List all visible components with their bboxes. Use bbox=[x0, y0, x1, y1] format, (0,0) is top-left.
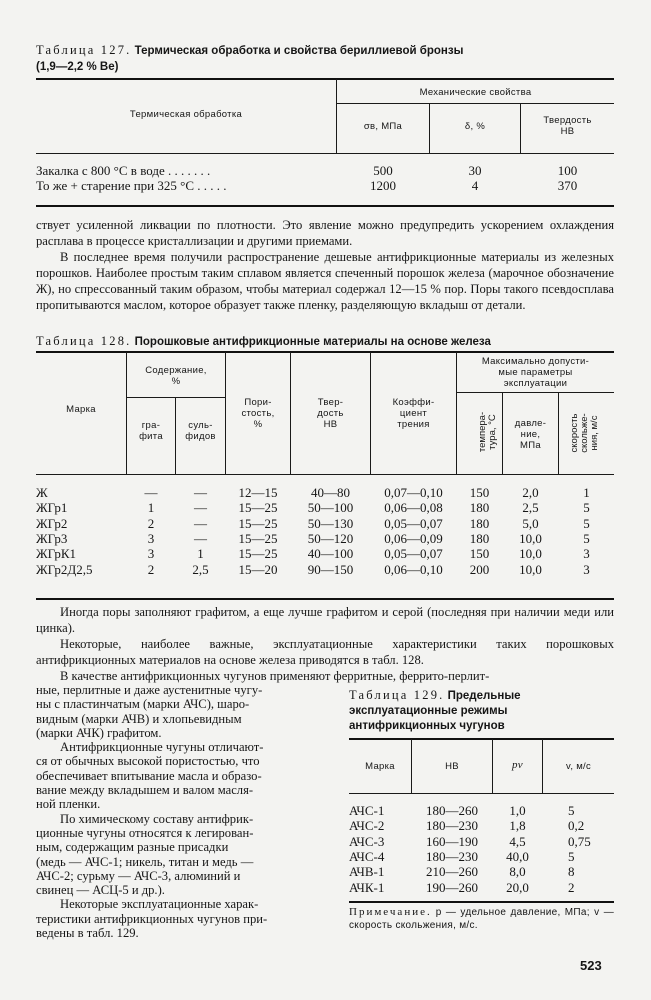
table129-cell-mark: АЧС-4 bbox=[349, 848, 385, 864]
table129-note: Примечание. p — удельное давление, МПа; v — скорость скольжения, м/с. bbox=[349, 906, 615, 931]
table129-cell-v: 5 bbox=[568, 803, 575, 818]
table128-head-pressure: давле- ние, МПа bbox=[514, 418, 547, 451]
table128-cell-mark: ЖГр2Д2,5 bbox=[36, 561, 93, 577]
table128-cell-friction: 0,06—0,10 bbox=[384, 561, 443, 577]
table128-top-rule bbox=[36, 351, 614, 353]
table128-bottom-rule bbox=[36, 598, 614, 600]
table128-head-mark: Марка bbox=[66, 404, 96, 415]
table129-cell-pv: 20,0 bbox=[506, 879, 529, 895]
left-column-line: Антифрикционные чугуны отличают- bbox=[60, 740, 264, 755]
left-column-line: Некоторые эксплуатационные харак- bbox=[60, 897, 259, 912]
table128-cell-mark: ЖГр2 bbox=[36, 515, 68, 531]
table127-top-rule bbox=[36, 78, 614, 80]
left-column-line: ны с пластинчатым (марки АЧС), шаро- bbox=[36, 697, 250, 712]
table127-head-rule bbox=[337, 103, 614, 104]
table129-cell-mark: АЧС-1 bbox=[349, 803, 385, 818]
table128-cell-sulfide: — bbox=[194, 515, 207, 531]
table129-cell-v: 5 bbox=[568, 848, 575, 864]
left-column-line: По химическому составу антифрик- bbox=[60, 811, 254, 826]
table128-cell-friction: 0,06—0,08 bbox=[384, 500, 443, 516]
table129-bottom-rule bbox=[349, 901, 614, 903]
table128-cell-hb: 90—150 bbox=[307, 561, 354, 577]
table128-cell-speed: 3 bbox=[583, 561, 590, 577]
table128-cell-speed: 1 bbox=[583, 485, 590, 500]
table128-cell-friction: 0,05—0,07 bbox=[384, 515, 443, 531]
table128-cell-graphite: 2 bbox=[147, 515, 155, 531]
table128-head-bottom-rule bbox=[36, 474, 614, 475]
left-column-line: свинец — АСЦ-5 и др.). bbox=[36, 883, 165, 898]
table128-head-hardness: Твер- дость НВ bbox=[317, 397, 344, 430]
left-column-line: АЧС-2; сурьму — АЧС-3, алюминий и bbox=[36, 868, 241, 883]
table129-cell-v: 8 bbox=[568, 864, 575, 880]
table128-cell-sulfide: — bbox=[194, 500, 207, 516]
table129-cell-mark: АЧК-1 bbox=[349, 879, 385, 895]
table129-cell-mark: АЧВ-1 bbox=[349, 864, 385, 880]
table128-cell-temp: 180 bbox=[469, 500, 490, 516]
table127-head-delta: δ, % bbox=[464, 121, 486, 132]
table129-cell-v: 0,75 bbox=[568, 833, 591, 849]
table128-divider bbox=[558, 393, 559, 474]
table127-head-mech: Механические свойства bbox=[419, 87, 532, 98]
table128-cell-porosity: 15—20 bbox=[238, 561, 278, 577]
table129-cell-hb: 160—190 bbox=[426, 833, 478, 849]
table128-cell-pressure: 5,0 bbox=[522, 515, 539, 531]
table129-cell-mark: АЧС-2 bbox=[349, 818, 385, 834]
left-column-line: (марки АЧК) графитом. bbox=[36, 725, 162, 740]
left-column-line: ся от обычных высокой пористостью, что bbox=[36, 754, 260, 769]
table128-cell-mark: Ж bbox=[36, 485, 48, 500]
table128-cell-graphite: 3 bbox=[147, 530, 155, 546]
table128-cell-sulfide: 2,5 bbox=[192, 561, 209, 577]
table128-cell-mark: ЖГр1 bbox=[36, 500, 68, 516]
table128-cell-hb: 50—120 bbox=[307, 530, 354, 546]
body-text-2: Иногда поры заполняют графитом, а еще лучше графитом и серой (последняя при наличии меди или цинка). Некоторые, наиболее важные, эксплуатационные характеристики таких порошковых антифрикционных материалов на основе железа приводятся в табл. 128. В качестве антифрикционных чугунов применяют ферритные, феррито-перлит- bbox=[36, 605, 614, 683]
left-column-line: (медь — АЧС-1; никель, титан и медь — bbox=[36, 854, 254, 869]
table129-cell-hb: 190—260 bbox=[426, 879, 478, 895]
table128-cell-hb: 50—100 bbox=[307, 500, 354, 516]
left-column-text bbox=[36, 683, 332, 940]
table128-cell-speed: 3 bbox=[583, 546, 590, 562]
table129-caption: Таблица 129. Предельные эксплуатационные режимы антифрикционных чугунов bbox=[349, 688, 521, 732]
table129-top-rule bbox=[349, 738, 614, 740]
table128-head-temp: темпера- тура, °С bbox=[477, 411, 498, 453]
left-column-line: вание между вкладышем и валом масля- bbox=[36, 783, 254, 798]
table129-cell-hb: 180—260 bbox=[426, 803, 478, 818]
table128-cell-friction: 0,07—0,10 bbox=[384, 485, 443, 500]
table129-cell-pv: 1,0 bbox=[509, 803, 526, 818]
table128-cell-pressure: 10,0 bbox=[519, 530, 542, 546]
table128-head-content: Содержание, % bbox=[145, 365, 207, 387]
table128-cell-porosity: 15—25 bbox=[238, 500, 278, 516]
table127-head-hardness: Твердость НВ bbox=[543, 115, 592, 137]
left-column-line: ные, перлитные и даже аустенитные чугу- bbox=[36, 683, 263, 697]
table128-cell-sulfide: — bbox=[194, 485, 207, 500]
table128-head-rule bbox=[127, 397, 225, 398]
left-column-line: теристики антифрикционных чугунов при- bbox=[36, 911, 268, 926]
table128-cell-mark: ЖГр3 bbox=[36, 530, 68, 546]
table128-cell-pressure: 10,0 bbox=[519, 561, 542, 577]
table129-head-hb: НВ bbox=[445, 761, 459, 772]
table128-cell-friction: 0,06—0,09 bbox=[384, 530, 443, 546]
table129-cell-pv: 8,0 bbox=[509, 864, 526, 880]
table128-cell-sulfide: — bbox=[194, 530, 207, 546]
table128-cell-graphite: — bbox=[144, 485, 158, 500]
table127-caption: Таблица 127. Термическая обработка и свойства бериллиевой бронзы (1,9—2,2 % Be) bbox=[36, 43, 464, 73]
table128-caption: Таблица 128. Порошковые антифрикционные материалы на основе железа bbox=[36, 334, 491, 348]
table128-cell-mark: ЖГрК1 bbox=[36, 546, 77, 562]
table129-head-mark: Марка bbox=[365, 761, 395, 772]
table128-cell-hb: 40—100 bbox=[307, 546, 354, 562]
table128-head-porosity: Пори- стость, % bbox=[241, 397, 275, 430]
table129-cell-v: 0,2 bbox=[568, 818, 585, 834]
table127-head-treatment: Термическая обработка bbox=[129, 109, 243, 120]
table128-cell-graphite: 3 bbox=[147, 546, 155, 562]
table128-cell-porosity: 12—15 bbox=[238, 485, 278, 500]
table128-cell-friction: 0,05—0,07 bbox=[384, 546, 443, 562]
table128-head-friction: Коэффи- циент трения bbox=[392, 397, 435, 430]
table129-cell-pv: 4,5 bbox=[509, 833, 526, 849]
table128-cell-pressure: 2,5 bbox=[522, 500, 539, 516]
table129-cell-hb: 180—230 bbox=[426, 848, 478, 864]
table129-head-pv: pv bbox=[512, 759, 523, 771]
table128-head-speed: скорость скольже- ния, м/с bbox=[569, 413, 600, 453]
table128-cell-pressure: 10,0 bbox=[519, 546, 542, 562]
table127-head-sigma: σв, МПа bbox=[363, 121, 403, 132]
table128-cell-pressure: 2,0 bbox=[522, 485, 539, 500]
table128-head-sulfide: суль- фидов bbox=[185, 420, 216, 442]
left-column-line: ным, содержащим разные присадки bbox=[36, 840, 229, 855]
table128-cell-graphite: 1 bbox=[147, 500, 155, 516]
left-column-line: обеспечивает впитывание масла и образо- bbox=[36, 768, 262, 783]
body-text-1: ствует усиленной ликвации по плотности. Это явление можно предупредить ускорением охлаждения расплава в процессе кристаллизации и другими приемами. В последнее время получили распространение дешевые антифрикционные материалы из железных порошков. Наиболее простым таким сплавом является спеченный порошок железа (марочное обозначение Ж), но спрессованный таким образом, чтобы материал содержал 12—15 % пор. Поры такого псевдосплава пропитываются маслом, которое образует также пленку, разделяющую вкладыш от детали. bbox=[36, 218, 614, 312]
table128-cell-porosity: 15—25 bbox=[238, 546, 278, 562]
table128-cell-temp: 200 bbox=[469, 561, 490, 577]
left-column-line: ной пленки. bbox=[36, 797, 101, 812]
table128-head-max: Максимально допусти- мые параметры эксплуатации bbox=[481, 356, 590, 389]
table129-cell-v: 2 bbox=[568, 879, 575, 895]
table127-bottom-rule bbox=[36, 205, 614, 207]
table128-cell-hb: 50—130 bbox=[307, 515, 354, 531]
left-column-line: ведены в табл. 129. bbox=[36, 926, 139, 941]
table129-cell-mark: АЧС-3 bbox=[349, 833, 385, 849]
table128-cell-temp: 150 bbox=[469, 546, 490, 562]
table128-cell-temp: 150 bbox=[469, 485, 490, 500]
table129-head-v: v, м/с bbox=[565, 761, 592, 772]
table129-cell-pv: 40,0 bbox=[506, 848, 529, 864]
table128-cell-speed: 5 bbox=[583, 530, 590, 546]
table128-cell-speed: 5 bbox=[583, 500, 590, 516]
table128-cell-hb: 40—80 bbox=[311, 485, 350, 500]
table128-cell-porosity: 15—25 bbox=[238, 530, 278, 546]
table129-head-bottom-rule bbox=[349, 793, 614, 794]
table129-cell-pv: 1,8 bbox=[509, 818, 526, 834]
left-column-line: видным (марки АЧВ) и хлопьевидным bbox=[36, 711, 242, 726]
page-number: 523 bbox=[580, 958, 602, 973]
table127-head-bottom-rule bbox=[36, 153, 614, 154]
table129-cell-hb: 210—260 bbox=[426, 864, 478, 880]
table128-cell-temp: 180 bbox=[469, 515, 490, 531]
table128-cell-porosity: 15—25 bbox=[238, 515, 278, 531]
table128-cell-speed: 5 bbox=[583, 515, 590, 531]
table129-cell-hb: 180—230 bbox=[426, 818, 478, 834]
table128-cell-sulfide: 1 bbox=[197, 546, 204, 562]
table128-cell-temp: 180 bbox=[469, 530, 490, 546]
left-column-line: ционные чугуны относятся к легирован- bbox=[36, 825, 254, 840]
table128-head-graphite: гра- фита bbox=[139, 420, 163, 442]
table128-cell-graphite: 2 bbox=[147, 561, 155, 577]
